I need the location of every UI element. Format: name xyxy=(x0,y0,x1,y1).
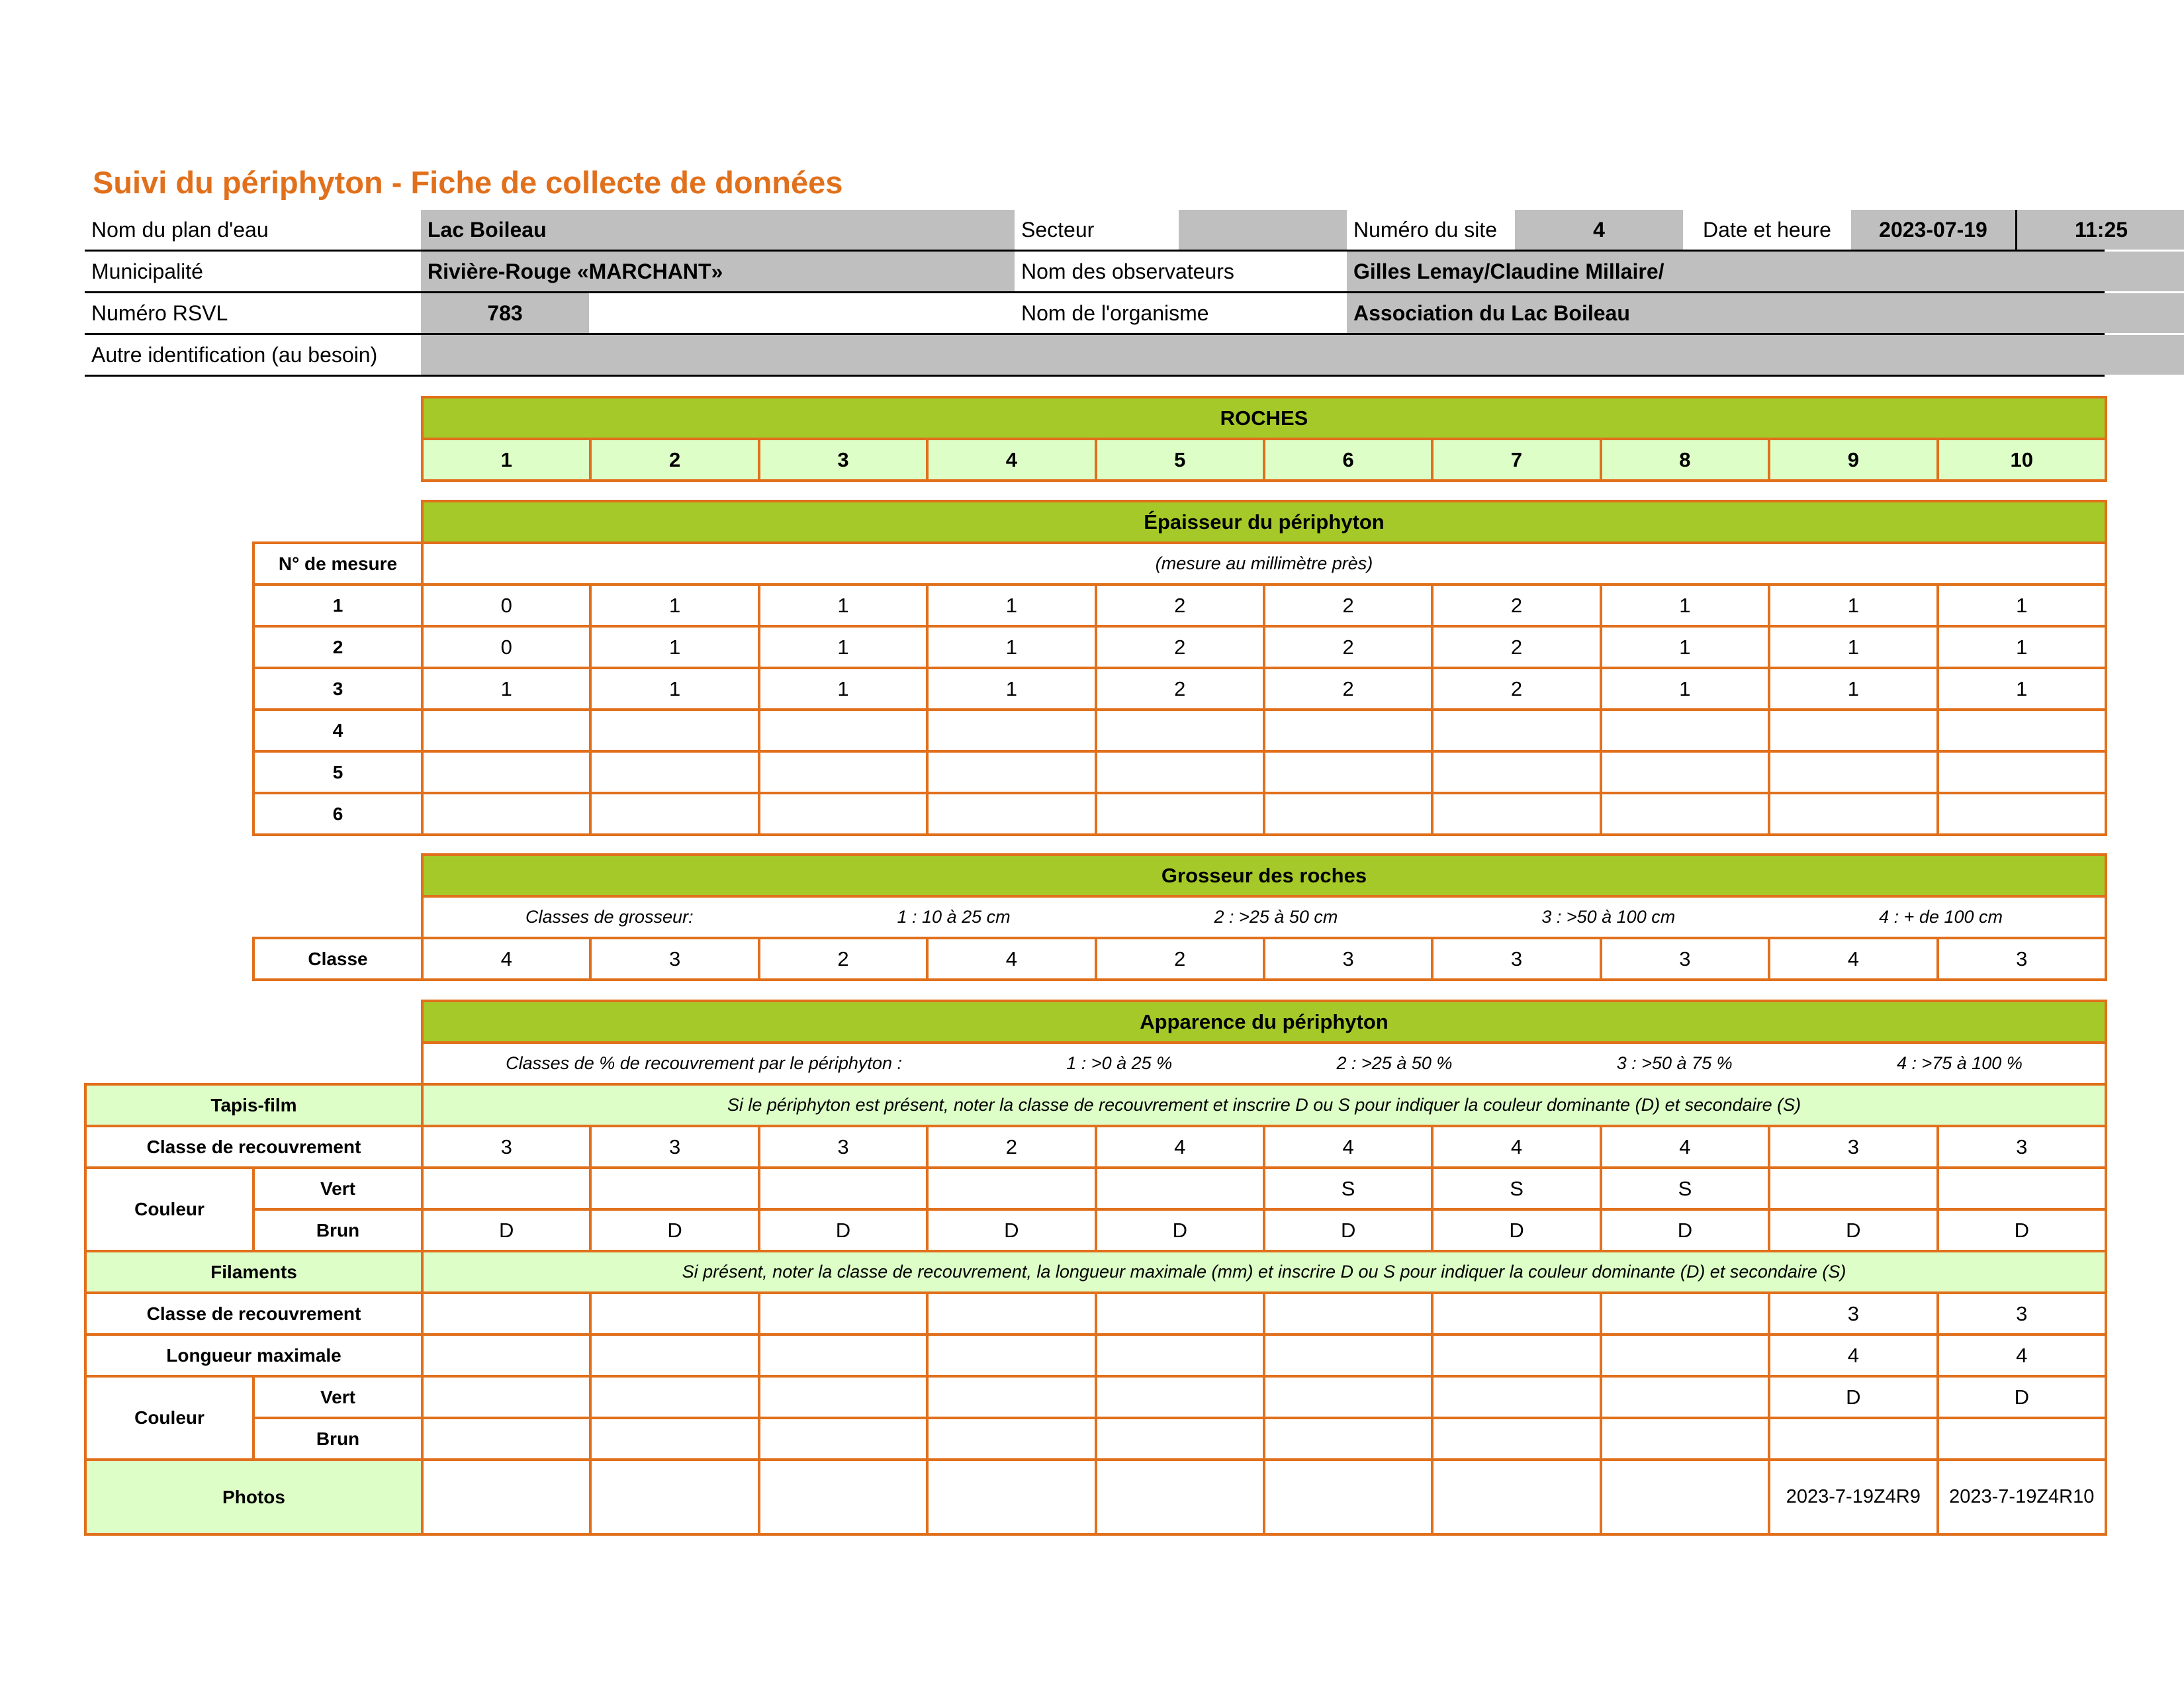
filaments-vert-cell[interactable] xyxy=(590,1376,758,1418)
epaisseur-value-cell[interactable] xyxy=(1938,751,2107,793)
grosseur-value-cell[interactable]: 3 xyxy=(1601,938,1769,980)
autre-field[interactable] xyxy=(421,335,2184,375)
photos-row xyxy=(85,1460,2106,1534)
grosseur-table xyxy=(252,853,2107,981)
tapis-vert-row xyxy=(85,1168,2106,1209)
grosseur-classes-label: Classes de grosseur: xyxy=(525,907,694,927)
photo-cell[interactable] xyxy=(1264,1460,1432,1534)
site-label: Numéro du site xyxy=(1353,218,1497,242)
tapis-vert-cell[interactable]: S xyxy=(1432,1168,1600,1209)
tapis-brun-cell[interactable]: D xyxy=(759,1209,927,1251)
filaments-brun-label: Brun xyxy=(253,1418,422,1460)
photos-label: Photos xyxy=(85,1460,422,1534)
tapis-recouvrement-cell[interactable]: 3 xyxy=(422,1126,590,1168)
rsvl-field[interactable]: 783 xyxy=(421,293,589,333)
apparence-class-4: 4 : >75 à 100 % xyxy=(1896,1053,2023,1073)
epaisseur-value-cell[interactable]: 1 xyxy=(590,668,758,710)
filaments-vert-cell[interactable] xyxy=(927,1376,1095,1418)
epaisseur-row xyxy=(253,668,2106,710)
epaisseur-value-cell[interactable]: 2 xyxy=(1264,626,1432,668)
filaments-recouvrement-label: Classe de recouvrement xyxy=(85,1293,422,1335)
epaisseur-value-cell[interactable] xyxy=(590,710,758,751)
filaments-vert-cell[interactable] xyxy=(1601,1376,1769,1418)
tapis-note: Si le périphyton est présent, noter la classe de recouvrement et inscrire D ou S pour indiquer la couleur dominante (D) et secondaire (S) xyxy=(422,1084,2106,1126)
apparence-class-1: 1 : >0 à 25 % xyxy=(1066,1053,1173,1073)
header-row-4 xyxy=(85,335,2105,377)
mesure-header: N° de mesure xyxy=(253,543,422,585)
epaisseur-value-cell[interactable]: 2 xyxy=(1432,668,1600,710)
photo-cell[interactable] xyxy=(927,1460,1095,1534)
epaisseur-value-cell[interactable] xyxy=(1432,793,1600,835)
tapis-recouvrement-cell[interactable]: 4 xyxy=(1601,1126,1769,1168)
tapis-brun-cell[interactable]: D xyxy=(422,1209,590,1251)
grosseur-classe-row xyxy=(253,938,2106,980)
plan-eau-field[interactable]: Lac Boileau xyxy=(421,210,1015,250)
epaisseur-value-cell[interactable] xyxy=(1601,793,1769,835)
epaisseur-value-cell[interactable] xyxy=(759,710,927,751)
epaisseur-row xyxy=(253,710,2106,751)
tapis-brun-row xyxy=(85,1209,2106,1251)
filaments-longueur-cell[interactable] xyxy=(1264,1335,1432,1376)
filaments-longueur-cell[interactable] xyxy=(422,1335,590,1376)
filaments-vert-cell[interactable] xyxy=(759,1376,927,1418)
municipalite-label: Municipalité xyxy=(91,259,203,283)
site-info-header xyxy=(85,210,2128,377)
epaisseur-value-cell[interactable] xyxy=(759,751,927,793)
epaisseur-value-cell[interactable]: 1 xyxy=(927,668,1095,710)
header-row-1 xyxy=(85,210,2128,252)
tapis-recouvrement-cell[interactable]: 4 xyxy=(1432,1126,1600,1168)
apparence-classes-row xyxy=(422,1043,2106,1084)
tapis-label: Tapis-film xyxy=(85,1084,422,1126)
photo-cell[interactable]: 2023-7-19Z4R9 xyxy=(1769,1460,1937,1534)
epaisseur-value-cell[interactable] xyxy=(1096,751,1264,793)
tapis-recouvrement-cell[interactable]: 3 xyxy=(1769,1126,1937,1168)
roches-numbers-row xyxy=(422,439,2106,481)
organisme-field[interactable]: Association du Lac Boileau xyxy=(1347,293,2184,333)
filaments-vert-label: Vert xyxy=(253,1376,422,1418)
epaisseur-value-cell[interactable]: 2 xyxy=(1432,626,1600,668)
autre-label: Autre identification (au besoin) xyxy=(91,343,378,367)
filaments-recouvrement-cell[interactable] xyxy=(1601,1293,1769,1335)
filaments-vert-cell[interactable] xyxy=(1264,1376,1432,1418)
filaments-vert-cell[interactable]: D xyxy=(1769,1376,1937,1418)
grosseur-value-cell[interactable]: 3 xyxy=(1938,938,2106,980)
roches-title: ROCHES xyxy=(422,397,2106,439)
apparence-class-3: 3 : >50 à 75 % xyxy=(1616,1053,1733,1073)
tapis-vert-cell[interactable]: S xyxy=(1264,1168,1432,1209)
epaisseur-value-cell[interactable] xyxy=(590,751,758,793)
mesure-number: 4 xyxy=(253,710,422,751)
mesure-number: 2 xyxy=(253,626,422,668)
roche-number: 2 xyxy=(590,439,758,481)
epaisseur-value-cell[interactable] xyxy=(1432,710,1600,751)
filaments-recouvrement-cell[interactable] xyxy=(1096,1293,1264,1335)
epaisseur-value-cell[interactable] xyxy=(1769,751,1937,793)
epaisseur-value-cell[interactable] xyxy=(1769,793,1937,835)
epaisseur-value-cell[interactable]: 1 xyxy=(1769,585,1937,626)
epaisseur-row xyxy=(253,585,2106,626)
filaments-label: Filaments xyxy=(85,1251,422,1293)
epaisseur-title: Épaisseur du périphyton xyxy=(422,501,2106,543)
filaments-brun-row xyxy=(85,1418,2106,1460)
grosseur-class-2: 2 : >25 à 50 cm xyxy=(1214,907,1338,927)
epaisseur-value-cell[interactable] xyxy=(590,793,758,835)
photo-cell[interactable] xyxy=(1432,1460,1600,1534)
grosseur-classes-row xyxy=(422,896,2106,938)
site-field[interactable]: 4 xyxy=(1515,210,1683,250)
epaisseur-value-cell[interactable]: 1 xyxy=(1601,585,1769,626)
epaisseur-row xyxy=(253,626,2106,668)
epaisseur-value-cell[interactable] xyxy=(927,793,1095,835)
epaisseur-value-cell[interactable] xyxy=(1938,793,2107,835)
epaisseur-row xyxy=(253,793,2106,835)
epaisseur-value-cell[interactable]: 1 xyxy=(759,626,927,668)
rsvl-label: Numéro RSVL xyxy=(91,301,228,325)
grosseur-value-cell[interactable]: 2 xyxy=(1096,938,1264,980)
mesure-number: 3 xyxy=(253,668,422,710)
filaments-longueur-cell[interactable] xyxy=(590,1335,758,1376)
filaments-recouvrement-cell[interactable]: 3 xyxy=(1938,1293,2107,1335)
observateurs-field[interactable]: Gilles Lemay/Claudine Millaire/ xyxy=(1347,252,2184,291)
tapis-vert-label: Vert xyxy=(253,1168,422,1209)
tapis-brun-cell[interactable]: D xyxy=(1432,1209,1600,1251)
apparence-title: Apparence du périphyton xyxy=(422,1001,2106,1043)
epaisseur-value-cell[interactable] xyxy=(1096,793,1264,835)
roche-number: 7 xyxy=(1432,439,1600,481)
apparence-table xyxy=(84,1000,2107,1536)
grosseur-value-cell[interactable]: 4 xyxy=(927,938,1095,980)
epaisseur-value-cell[interactable] xyxy=(422,710,590,751)
filaments-recouvrement-cell[interactable] xyxy=(759,1293,927,1335)
roche-number: 8 xyxy=(1601,439,1769,481)
tapis-recouvrement-cell[interactable]: 3 xyxy=(590,1126,758,1168)
filaments-brun-cell[interactable] xyxy=(1601,1418,1769,1460)
roche-number: 4 xyxy=(927,439,1095,481)
filaments-longueur-cell[interactable] xyxy=(759,1335,927,1376)
photo-cell[interactable] xyxy=(1601,1460,1769,1534)
grosseur-class-1: 1 : 10 à 25 cm xyxy=(897,907,1011,927)
epaisseur-value-cell[interactable] xyxy=(1264,710,1432,751)
mesure-number: 1 xyxy=(253,585,422,626)
epaisseur-value-cell[interactable]: 1 xyxy=(759,585,927,626)
filaments-brun-cell[interactable] xyxy=(422,1418,590,1460)
filaments-recouvrement-cell[interactable]: 3 xyxy=(1769,1293,1937,1335)
filaments-vert-cell[interactable] xyxy=(1096,1376,1264,1418)
tapis-recouvrement-cell[interactable]: 3 xyxy=(1938,1126,2107,1168)
filaments-vert-cell[interactable] xyxy=(1432,1376,1600,1418)
roche-number: 5 xyxy=(1096,439,1264,481)
photo-cell[interactable] xyxy=(759,1460,927,1534)
epaisseur-value-cell[interactable] xyxy=(1264,751,1432,793)
grosseur-value-cell[interactable]: 3 xyxy=(1432,938,1600,980)
epaisseur-value-cell[interactable] xyxy=(759,793,927,835)
epaisseur-row xyxy=(253,751,2106,793)
grosseur-value-cell[interactable]: 3 xyxy=(1264,938,1432,980)
filaments-brun-cell[interactable] xyxy=(1096,1418,1264,1460)
grosseur-row-label: Classe xyxy=(253,938,422,980)
filaments-longueur-cell[interactable] xyxy=(1601,1335,1769,1376)
epaisseur-value-cell[interactable] xyxy=(1096,710,1264,751)
tapis-recouvrement-cell[interactable]: 2 xyxy=(927,1126,1095,1168)
filaments-brun-cell[interactable] xyxy=(1938,1418,2107,1460)
epaisseur-value-cell[interactable] xyxy=(1938,710,2107,751)
photo-cell[interactable] xyxy=(1096,1460,1264,1534)
epaisseur-value-cell[interactable]: 1 xyxy=(759,668,927,710)
apparence-classes-label: Classes de % de recouvrement par le périphyton : xyxy=(506,1053,902,1073)
filaments-brun-cell[interactable] xyxy=(590,1418,758,1460)
tapis-brun-label: Brun xyxy=(253,1209,422,1251)
organisme-label: Nom de l'organisme xyxy=(1021,301,1209,325)
epaisseur-value-cell[interactable] xyxy=(1601,710,1769,751)
mesure-number: 6 xyxy=(253,793,422,835)
epaisseur-subtitle: (mesure au millimètre près) xyxy=(422,543,2106,585)
filaments-recouvrement-cell[interactable] xyxy=(422,1293,590,1335)
epaisseur-value-cell[interactable]: 0 xyxy=(422,585,590,626)
header-row-3 xyxy=(85,293,2105,335)
epaisseur-value-cell[interactable]: 0 xyxy=(422,626,590,668)
epaisseur-value-cell[interactable]: 1 xyxy=(1938,668,2107,710)
tapis-recouvrement-label: Classe de recouvrement xyxy=(85,1126,422,1168)
tapis-brun-cell[interactable]: D xyxy=(590,1209,758,1251)
epaisseur-value-cell[interactable]: 1 xyxy=(1938,626,2107,668)
photo-cell[interactable]: 2023-7-19Z4R10 xyxy=(1938,1460,2107,1534)
roche-number: 9 xyxy=(1769,439,1937,481)
epaisseur-value-cell[interactable]: 2 xyxy=(1096,626,1264,668)
tapis-vert-cell[interactable] xyxy=(759,1168,927,1209)
filaments-longueur-cell[interactable] xyxy=(927,1335,1095,1376)
photo-cell[interactable] xyxy=(590,1460,758,1534)
epaisseur-value-cell[interactable]: 1 xyxy=(422,668,590,710)
page-title: Suivi du périphyton - Fiche de collecte de données xyxy=(93,165,843,200)
tapis-recouvrement-cell[interactable]: 4 xyxy=(1264,1126,1432,1168)
secteur-label: Secteur xyxy=(1021,218,1095,242)
epaisseur-value-cell[interactable]: 2 xyxy=(1096,668,1264,710)
filaments-recouvrement-cell[interactable] xyxy=(1264,1293,1432,1335)
tapis-brun-cell[interactable]: D xyxy=(1264,1209,1432,1251)
roche-number: 6 xyxy=(1264,439,1432,481)
epaisseur-value-cell[interactable]: 1 xyxy=(1601,668,1769,710)
secteur-field[interactable] xyxy=(1179,210,1347,250)
epaisseur-value-cell[interactable]: 1 xyxy=(927,585,1095,626)
grosseur-value-cell[interactable]: 2 xyxy=(759,938,927,980)
epaisseur-table xyxy=(252,500,2107,836)
filaments-longueur-cell[interactable] xyxy=(1432,1335,1600,1376)
observateurs-label: Nom des observateurs xyxy=(1021,259,1234,283)
filaments-brun-cell[interactable] xyxy=(1769,1418,1937,1460)
tapis-vert-cell[interactable] xyxy=(1938,1168,2107,1209)
filaments-longueur-row xyxy=(85,1335,2106,1376)
epaisseur-value-cell[interactable] xyxy=(1432,751,1600,793)
filaments-vert-cell[interactable]: D xyxy=(1938,1376,2107,1418)
filaments-vert-cell[interactable] xyxy=(422,1376,590,1418)
filaments-note: Si présent, noter la classe de recouvrement, la longueur maximale (mm) et inscrire D ou S pour indiquer la couleur dominante (D) et secondaire (S) xyxy=(422,1251,2106,1293)
tapis-recouvrement-cell[interactable]: 3 xyxy=(759,1126,927,1168)
tapis-brun-cell[interactable]: D xyxy=(1601,1209,1769,1251)
filaments-brun-cell[interactable] xyxy=(1264,1418,1432,1460)
grosseur-title: Grosseur des roches xyxy=(422,855,2106,896)
filaments-longueur-cell[interactable]: 4 xyxy=(1938,1335,2107,1376)
header-row-2 xyxy=(85,252,2105,293)
filaments-brun-cell[interactable] xyxy=(927,1418,1095,1460)
epaisseur-value-cell[interactable] xyxy=(1264,793,1432,835)
roches-table xyxy=(421,396,2107,482)
roche-number: 10 xyxy=(1938,439,2106,481)
tapis-recouvrement-cell[interactable]: 4 xyxy=(1096,1126,1264,1168)
epaisseur-value-cell[interactable]: 2 xyxy=(1432,585,1600,626)
epaisseur-value-cell[interactable] xyxy=(1769,710,1937,751)
filaments-longueur-label: Longueur maximale xyxy=(85,1335,422,1376)
filaments-recouvrement-cell[interactable] xyxy=(590,1293,758,1335)
tapis-vert-cell[interactable] xyxy=(1096,1168,1264,1209)
grosseur-value-cell[interactable]: 3 xyxy=(590,938,758,980)
grosseur-value-cell[interactable]: 4 xyxy=(1769,938,1937,980)
filaments-longueur-cell[interactable] xyxy=(1096,1335,1264,1376)
epaisseur-value-cell[interactable]: 1 xyxy=(927,626,1095,668)
photo-cell[interactable] xyxy=(422,1460,590,1534)
filaments-vert-row xyxy=(85,1376,2106,1418)
plan-eau-label: Nom du plan d'eau xyxy=(91,218,269,242)
tapis-vert-cell[interactable] xyxy=(1769,1168,1937,1209)
heure-field[interactable]: 11:25 xyxy=(2017,210,2184,250)
apparence-class-2: 2 : >25 à 50 % xyxy=(1336,1053,1453,1073)
date-label: Date et heure xyxy=(1703,218,1831,242)
municipalite-field[interactable]: Rivière-Rouge «MARCHANT» xyxy=(421,252,1015,291)
epaisseur-value-cell[interactable] xyxy=(422,793,590,835)
epaisseur-value-cell[interactable]: 1 xyxy=(1601,626,1769,668)
date-field[interactable]: 2023-07-19 xyxy=(1851,210,2017,250)
mesure-number: 5 xyxy=(253,751,422,793)
epaisseur-body xyxy=(253,585,2106,835)
filaments-brun-cell[interactable] xyxy=(1432,1418,1600,1460)
epaisseur-value-cell[interactable]: 1 xyxy=(1769,626,1937,668)
epaisseur-value-cell[interactable]: 2 xyxy=(1264,585,1432,626)
filaments-brun-cell[interactable] xyxy=(759,1418,927,1460)
tapis-brun-cell[interactable]: D xyxy=(927,1209,1095,1251)
epaisseur-value-cell[interactable]: 1 xyxy=(590,626,758,668)
tapis-vert-cell[interactable]: S xyxy=(1601,1168,1769,1209)
epaisseur-value-cell[interactable]: 1 xyxy=(590,585,758,626)
filaments-recouvrement-cell[interactable] xyxy=(1432,1293,1600,1335)
filaments-recouvrement-cell[interactable] xyxy=(927,1293,1095,1335)
filaments-couleur-label: Couleur xyxy=(85,1376,253,1460)
tapis-vert-cell[interactable] xyxy=(927,1168,1095,1209)
epaisseur-value-cell[interactable] xyxy=(927,751,1095,793)
epaisseur-value-cell[interactable] xyxy=(927,710,1095,751)
tapis-vert-cell[interactable] xyxy=(590,1168,758,1209)
epaisseur-value-cell[interactable]: 1 xyxy=(1938,585,2107,626)
epaisseur-value-cell[interactable] xyxy=(1601,751,1769,793)
grosseur-class-4: 4 : + de 100 cm xyxy=(1879,907,2003,927)
epaisseur-value-cell[interactable]: 1 xyxy=(1769,668,1937,710)
tapis-brun-cell[interactable]: D xyxy=(1938,1209,2107,1251)
tapis-couleur-label: Couleur xyxy=(85,1168,253,1251)
epaisseur-value-cell[interactable]: 2 xyxy=(1096,585,1264,626)
epaisseur-value-cell[interactable] xyxy=(422,751,590,793)
tapis-recouvrement-row xyxy=(85,1126,2106,1168)
grosseur-class-3: 3 : >50 à 100 cm xyxy=(1541,907,1676,927)
filaments-longueur-cell[interactable]: 4 xyxy=(1769,1335,1937,1376)
grosseur-value-cell[interactable]: 4 xyxy=(422,938,590,980)
epaisseur-value-cell[interactable]: 2 xyxy=(1264,668,1432,710)
tapis-vert-cell[interactable] xyxy=(422,1168,590,1209)
tapis-brun-cell[interactable]: D xyxy=(1096,1209,1264,1251)
roche-number: 1 xyxy=(422,439,590,481)
tapis-brun-cell[interactable]: D xyxy=(1769,1209,1937,1251)
roche-number: 3 xyxy=(759,439,927,481)
filaments-recouvrement-row xyxy=(85,1293,2106,1335)
